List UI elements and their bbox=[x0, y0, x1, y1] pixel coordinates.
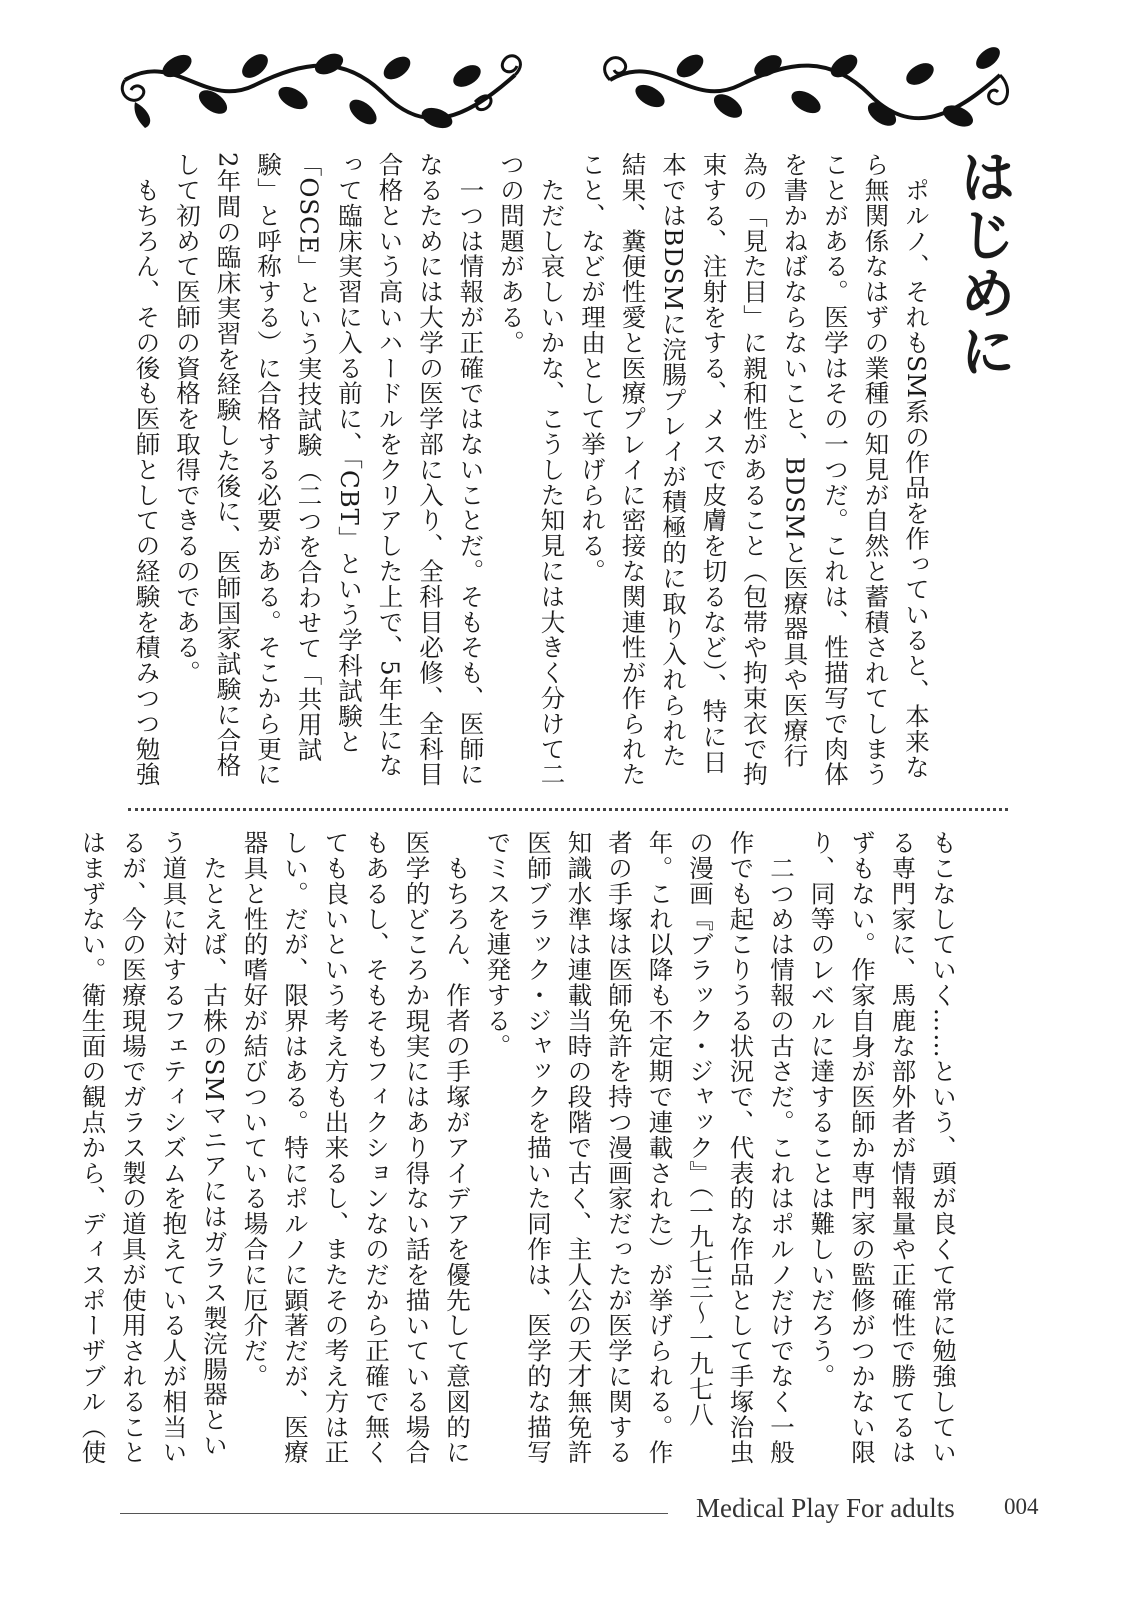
paragraph: 二つめは情報の古さだ。これはポルノだけでなく一般作でも起こりうる状況で、代表的な作品として手塚治虫の漫画『ブラック・ジャック』（一九七三〜一九七八年。これ以降も不定期で連載された）が挙げられる。作者の手塚は医師免許を持つ漫画家だったが医学に関する知識水準は連載当時の段階で古く、主人公の天才無免許医師ブラック・ジャックを描いた同作は、医学的な描写でミスを連発する。 bbox=[483, 830, 796, 1465]
paragraph: ただし哀しいかな、こうした知見には大きく分けて二つの問題がある。 bbox=[497, 152, 567, 787]
paragraph: 一つは情報が正確ではないことだ。そもそも、医師になるためには大学の医学部に入り、全科目必修、全科目合格という高いハードルをクリアした上で、5年生になって臨床実習に入る前に、「CBT」という学科試験と「OSCE」という実技試験（二つを合わせて「共用試験」と呼称する）に合格する必要がある。そこから更に2年間の臨床実習を経験した後に、医師国家試験に合格して初めて医師の資格を取得できるのである。 bbox=[173, 152, 486, 787]
page-title: はじめに bbox=[951, 148, 1016, 380]
footer-title: Medical Play For adults bbox=[696, 1493, 955, 1523]
page-number: 004 bbox=[1004, 1494, 1039, 1519]
body-text-bottom bbox=[78, 830, 963, 1470]
paragraph: もちろん、作者の手塚がアイデアを優先して意図的に医学的どころか現実にはあり得ない話を描いている場合もあるし、そもそもフィクションなのだから正確で無くても良いという考え方も出来るし、またその考え方は正しい。だが、限界はある。特にポルノに顕著だが、医療器具と性的嗜好が結びついている場合に厄介だ。 bbox=[240, 830, 472, 1465]
paragraph: もこなしていく……という、頭が良くて常に勉強している専門家に、馬鹿な部外者が情報量や正確性で勝てるはずもない。作家自身が医師か専門家の監修がつかない限り、同等のレベルに達することは難しいだろう。 bbox=[807, 830, 958, 1465]
footer-rule bbox=[120, 1513, 668, 1514]
paragraph: ポルノ、それもSM系の作品を作っていると、本来なら無関係なはずの業種の知見が自然と蓄積されてしまうことがある。医学はその一つだ。これは、性描写で肉体を書かねばならないこと、BDSMと医療器具や医療行為の「見た目」に親和性があること（包帯や拘束衣で拘束する、注射をする、メスで皮膚を切るなど）、特に日本ではBDSMに浣腸プレイが積極的に取り入れられた結果、糞便性愛と医療プレイに密接な関連性が作られたこと、などが理由として挙げられる。 bbox=[578, 152, 931, 787]
vine-ornament-left bbox=[115, 40, 535, 130]
body-text-top bbox=[132, 152, 936, 792]
paragraph: たとえば、古株のSMマニアにはガラス製浣腸器という道具に対するフェティシズムを抱えている人が相当いるが、今の医療現場でガラス製の道具が使用されることはまずない。衛生面の観点から、ディスポーザブル（使 bbox=[78, 830, 229, 1465]
vine-ornament-right bbox=[600, 40, 1020, 130]
paragraph: もちろん、その後も医師としての経験を積みつつ勉強 bbox=[132, 152, 162, 787]
dotted-divider bbox=[128, 808, 1008, 811]
